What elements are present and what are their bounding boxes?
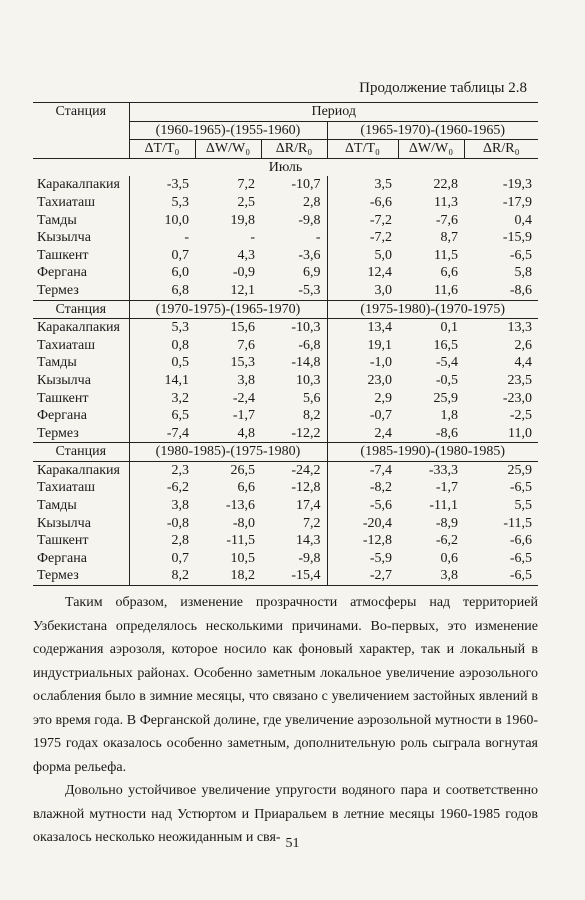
- table-cell: -5,3: [298, 282, 321, 298]
- table-cell: -1,0: [327, 354, 398, 372]
- table-cell: 11,3: [434, 194, 458, 210]
- station-name: Фергана: [37, 408, 87, 424]
- table-cell: -6,5: [509, 480, 532, 496]
- table-cell: 23,5: [507, 372, 532, 388]
- table-cell: -2,4: [232, 390, 255, 406]
- table-cell: 3,0: [327, 282, 398, 300]
- table-row: [33, 337, 538, 355]
- table-row: [33, 372, 538, 390]
- table-cell: 2,4: [327, 425, 398, 443]
- table-cell: -9,8: [298, 212, 321, 228]
- station-name: Тахиаташ: [37, 480, 96, 496]
- table-cell: 25,9: [507, 462, 532, 478]
- table-cell: 17,4: [296, 498, 321, 514]
- table-row: [33, 194, 538, 212]
- table-cell: 8,2: [303, 408, 321, 424]
- period-right: (1975-1980)-(1970-1975): [327, 300, 538, 319]
- header-row: [33, 443, 538, 462]
- table-cell: -0,9: [232, 265, 255, 281]
- table-cell: -23,0: [502, 390, 532, 406]
- table-cell: 6,8: [129, 282, 195, 300]
- table-cell: 6,0: [129, 264, 195, 282]
- station-header: Станция: [33, 300, 129, 319]
- table-row: [33, 532, 538, 550]
- period-right: (1985-1990)-(1980-1985): [327, 443, 538, 462]
- table-row: [33, 176, 538, 194]
- period-header: Период: [129, 103, 538, 122]
- table-cell: 10,3: [296, 372, 321, 388]
- table-cell: 6,9: [303, 265, 321, 281]
- table-cell: 5,8: [514, 265, 532, 281]
- table-cell: -7,4: [129, 425, 195, 443]
- table-row: [33, 497, 538, 515]
- metric-header: ΔT/T₀: [129, 140, 195, 159]
- table-cell: 23,0: [327, 372, 398, 390]
- table-cell: -11,5: [503, 515, 532, 531]
- metric-header: ΔR/R₀: [464, 140, 538, 159]
- station-name: Ташкент: [37, 247, 89, 263]
- table-row: [33, 319, 538, 337]
- table-cell: 13,4: [327, 319, 398, 337]
- station-name: Ташкент: [37, 533, 89, 549]
- station-name: Каракалпакия: [37, 177, 120, 193]
- metric-header: ΔR/R₀: [261, 140, 327, 159]
- table-cell: -7,6: [435, 212, 458, 228]
- table-cell: 2,9: [327, 390, 398, 408]
- metric-header: ΔT/T₀: [327, 140, 398, 159]
- table-cell: 0,1: [440, 320, 458, 336]
- table-cell: -5,6: [327, 497, 398, 515]
- table-cell: 15,6: [230, 320, 255, 336]
- table-cell: 7,6: [237, 337, 255, 353]
- table-cell: -5,4: [435, 355, 458, 371]
- station-name: Тамды: [37, 498, 77, 514]
- table-cell: 8,7: [440, 230, 458, 246]
- table-row: [33, 229, 538, 247]
- table-cell: 0,7: [129, 247, 195, 265]
- table-row: [33, 479, 538, 497]
- station-header: Станция: [33, 443, 129, 462]
- table-row: [33, 247, 538, 265]
- table-cell: -0,8: [129, 515, 195, 533]
- table-row: [33, 282, 538, 300]
- period-left: (1960-1965)-(1955-1960): [129, 121, 327, 140]
- table-cell: -2,5: [509, 408, 532, 424]
- table-cell: -8,2: [327, 479, 398, 497]
- table-cell: 22,8: [433, 177, 458, 193]
- table-row: [33, 390, 538, 408]
- table-cell: 5,0: [327, 247, 398, 265]
- table-cell: -2,7: [327, 567, 398, 585]
- table-row: [33, 461, 538, 479]
- table-cell: 5,5: [514, 498, 532, 514]
- table-cell: 2,8: [129, 532, 195, 550]
- table-row: [33, 550, 538, 568]
- table-cell: -5,9: [327, 550, 398, 568]
- station-name: Фергана: [37, 265, 87, 281]
- station-name: Каракалпакия: [37, 462, 120, 478]
- table-cell: -6,5: [509, 247, 532, 263]
- table-cell: -15,9: [502, 230, 532, 246]
- table-cell: 11,0: [508, 425, 532, 441]
- table-caption: Продолжение таблицы 2.8: [359, 80, 527, 96]
- station-name: Кызылча: [37, 372, 91, 388]
- table-cell: -3,6: [298, 247, 321, 263]
- table-cell: 8,2: [129, 567, 195, 585]
- table-cell: -9,8: [298, 550, 321, 566]
- table-cell: 14,1: [129, 372, 195, 390]
- station-name: Тамды: [37, 355, 77, 371]
- table-cell: -6,6: [509, 533, 532, 549]
- table-cell: 6,6: [237, 480, 255, 496]
- month-label: Июль: [268, 159, 303, 175]
- table-cell: -13,6: [225, 498, 255, 514]
- table-cell: -7,2: [327, 212, 398, 230]
- station-name: Термез: [37, 425, 79, 441]
- table-cell: -8,6: [435, 425, 458, 441]
- station-name: Термез: [37, 282, 79, 298]
- table-cell: -7,4: [327, 461, 398, 479]
- table-row: [33, 354, 538, 372]
- table-row: [33, 212, 538, 230]
- body-text: [33, 591, 538, 850]
- table-cell: -6,2: [129, 479, 195, 497]
- table-cell: 1,8: [440, 408, 458, 424]
- table-cell: -11,5: [226, 533, 255, 549]
- table-cell: 14,3: [296, 533, 321, 549]
- table-cell: -33,3: [428, 462, 458, 478]
- table-cell: -12,8: [291, 480, 321, 496]
- header-row: [33, 103, 538, 122]
- table-cell: 0,7: [129, 550, 195, 568]
- table-cell: 3,8: [398, 567, 464, 585]
- table-cell: 12,4: [327, 264, 398, 282]
- table-cell: -: [129, 229, 195, 247]
- table-cell: 2,8: [303, 194, 321, 210]
- station-name: Тамды: [37, 212, 77, 228]
- paragraph-2: Довольно устойчивое увеличение упругости водяного пара и соответственно влажной мутности над Устюртом и Приаральем в летние месяцы 1960-1985 годов оказалось несколько неожиданным и свя-: [33, 783, 538, 845]
- table-cell: 2,5: [237, 194, 255, 210]
- table-cell: 11,6: [434, 282, 458, 298]
- table-cell: 7,2: [303, 515, 321, 531]
- period-left: (1980-1985)-(1975-1980): [129, 443, 327, 462]
- station-name: Термез: [33, 567, 129, 585]
- station-header: Станция: [33, 103, 129, 159]
- table-cell: -6,8: [298, 337, 321, 353]
- station-name: Кызылча: [37, 230, 91, 246]
- table-row: [33, 515, 538, 533]
- table-cell: 0,8: [129, 337, 195, 355]
- table-cell: -24,2: [291, 462, 321, 478]
- table-cell: 4,8: [237, 425, 255, 441]
- table-cell: -6,5: [464, 567, 538, 585]
- table-cell: -6,6: [327, 194, 398, 212]
- table-cell: 0,6: [440, 550, 458, 566]
- table-cell: -1,7: [232, 408, 255, 424]
- table-cell: 5,6: [303, 390, 321, 406]
- table-cell: -: [250, 230, 255, 246]
- period-right: (1965-1970)-(1960-1965): [327, 121, 538, 140]
- header-row: [33, 300, 538, 319]
- table-cell: -12,8: [327, 532, 398, 550]
- table-cell: -15,4: [261, 567, 327, 585]
- table-cell: -14,8: [291, 355, 321, 371]
- table-cell: 18,2: [195, 567, 261, 585]
- table-cell: 11,5: [434, 247, 458, 263]
- station-name: Тахиаташ: [37, 194, 96, 210]
- table-cell: 6,6: [440, 265, 458, 281]
- table-cell: -1,7: [435, 480, 458, 496]
- table-cell: 0,5: [129, 354, 195, 372]
- table-cell: -6,2: [435, 533, 458, 549]
- table-cell: -10,3: [291, 320, 321, 336]
- table-cell: 3,8: [237, 372, 255, 388]
- table-cell: -0,5: [435, 372, 458, 388]
- table-cell: 13,3: [507, 320, 532, 336]
- month-row: [33, 158, 538, 176]
- table-cell: 7,2: [237, 177, 255, 193]
- table-cell: 25,9: [433, 390, 458, 406]
- table-cell: 10,5: [230, 550, 255, 566]
- station-name: Ташкент: [37, 390, 89, 406]
- table-cell: 2,3: [129, 461, 195, 479]
- table-cell: -17,9: [502, 194, 532, 210]
- table-cell: -: [315, 230, 321, 246]
- table-cell: -8,6: [509, 282, 532, 298]
- table-cell: -8,0: [232, 515, 255, 531]
- period-left: (1970-1975)-(1965-1970): [129, 300, 327, 319]
- table-cell: -10,7: [291, 177, 321, 193]
- table-cell: -6,5: [509, 550, 532, 566]
- station-name: Кызылча: [37, 515, 91, 531]
- table-cell: 6,5: [129, 407, 195, 425]
- table-cell: -12,2: [291, 425, 321, 441]
- data-table: [33, 102, 538, 586]
- table-cell: 12,1: [230, 282, 255, 298]
- table-cell: 3,5: [327, 176, 398, 194]
- table-cell: 0,4: [514, 212, 532, 228]
- table-cell: -19,3: [502, 177, 532, 193]
- table-cell: 19,1: [327, 337, 398, 355]
- table-cell: 19,8: [230, 212, 255, 228]
- table-cell: 10,0: [129, 212, 195, 230]
- metric-header: ΔW/W₀: [195, 140, 261, 159]
- table-cell: 5,3: [129, 194, 195, 212]
- table-row: [33, 264, 538, 282]
- table-cell: -20,4: [327, 515, 398, 533]
- table-cell: 2,6: [514, 337, 532, 353]
- table-cell: -8,9: [435, 515, 458, 531]
- table-cell: 5,3: [129, 319, 195, 337]
- table-cell: -0,7: [327, 407, 398, 425]
- table-cell: 3,2: [129, 390, 195, 408]
- table-cell: 15,3: [230, 355, 255, 371]
- paragraph-1: Таким образом, изменение прозрачности атмосферы над территорией Узбекистана определялось несколькими причинами. Во-первых, это изменение содержания аэрозоля, которое носило как фоновый характер, так и локальный в индустриальных районах. Особенно заметным локальное увеличение аэрозольного ослабления было в зимние месяцы, что связано с увеличением застойных явлений в это время года. В Ферганской долине, где увеличение аэрозольной мутности в 1960-1975 годах оказалось особенно заметным, дополнительную роль сыграла вогнутая форма рельефа.: [33, 595, 538, 775]
- table-row: [33, 425, 538, 443]
- table-cell: 4,4: [514, 355, 532, 371]
- station-name: Тахиаташ: [37, 337, 96, 353]
- table-cell: -7,2: [327, 229, 398, 247]
- table-cell: 16,5: [433, 337, 458, 353]
- table-cell: 4,3: [237, 247, 255, 263]
- page-number: 51: [285, 836, 300, 851]
- table-row: [33, 407, 538, 425]
- table-cell: -11,1: [429, 498, 458, 514]
- table-row: [33, 567, 538, 585]
- metric-header: ΔW/W₀: [398, 140, 464, 159]
- station-name: Каракалпакия: [37, 320, 120, 336]
- table-cell: 3,8: [129, 497, 195, 515]
- table-cell: -3,5: [129, 176, 195, 194]
- station-name: Фергана: [37, 550, 87, 566]
- table-cell: 26,5: [230, 462, 255, 478]
